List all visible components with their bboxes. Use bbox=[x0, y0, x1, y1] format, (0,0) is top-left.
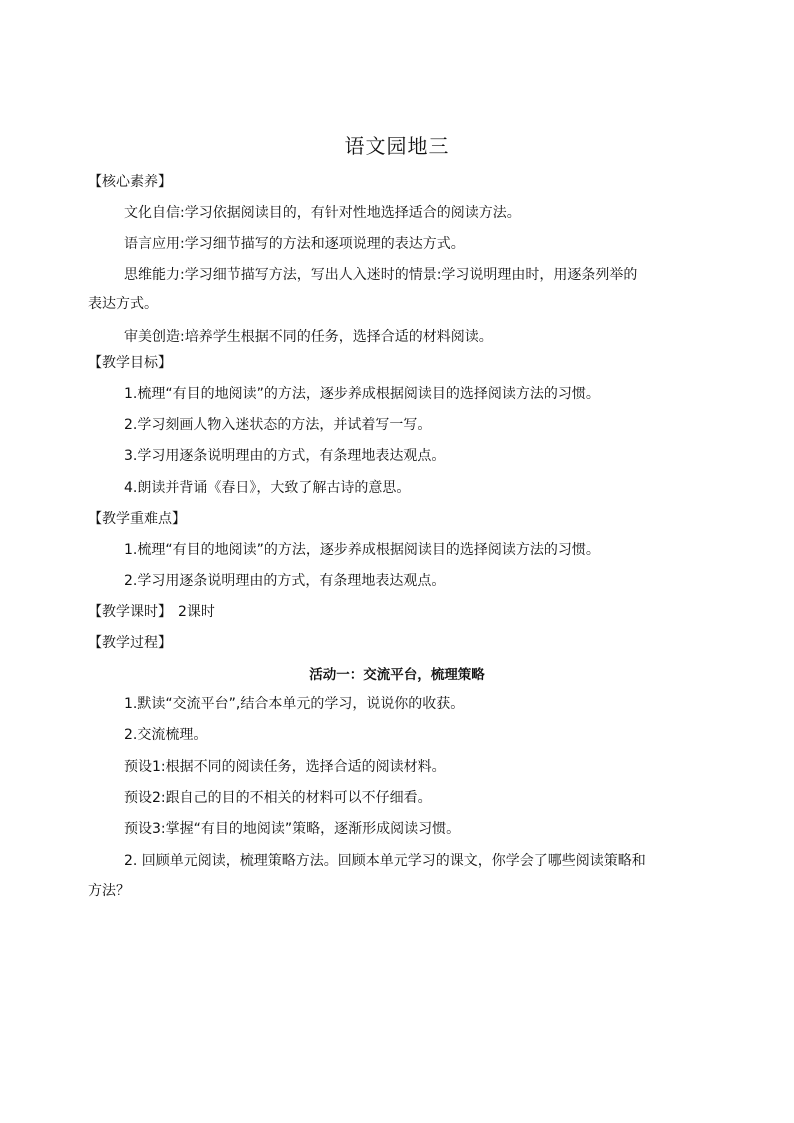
list-item: 1.梳理“有目的地阅读”的方法，逐步养成根据阅读目的选择阅读方法的习惯。 bbox=[124, 386, 600, 402]
section-heading-goals: 【教学目标】 bbox=[88, 355, 172, 371]
activity-title: 活动一：交流平台，梳理策略 bbox=[309, 667, 485, 683]
list-item: 预设1:根据不同的阅读任务，选择合适的阅读材料。 bbox=[124, 759, 446, 775]
hours-label: 【教学课时】 bbox=[88, 604, 172, 620]
list-item: 1.默读“交流平台”,结合本单元的学习，说说你的收获。 bbox=[124, 696, 465, 712]
list-item: 预设3:掌握“有目的地阅读”策略，逐渐形成阅读习惯。 bbox=[124, 821, 461, 837]
hours-value: 2课时 bbox=[178, 604, 215, 620]
paragraph: 语言应用:学习细节描写的方法和逐项说理的表达方式。 bbox=[124, 236, 465, 252]
list-item: 4.朗读并背诵《春日》，大致了解古诗的意思。 bbox=[124, 480, 411, 496]
section-heading-core: 【核心素养】 bbox=[88, 174, 172, 190]
section-heading-process: 【教学过程】 bbox=[88, 635, 172, 651]
list-item: 2. 回顾单元阅读，梳理策略方法。回顾本单元学习的课文，你学会了哪些阅读策略和 bbox=[124, 853, 646, 869]
paragraph: 思维能力:学习细节描写方法，写出人入迷时的情景:学习说明理由时，用逐条列举的 bbox=[124, 267, 638, 283]
paragraph: 审美创造:培养学生根据不同的任务，选择合适的材料阅读。 bbox=[124, 329, 493, 345]
paragraph-continuation: 方法？ bbox=[88, 883, 130, 899]
section-heading-hours bbox=[88, 602, 215, 622]
list-item: 2.学习用逐条说明理由的方式，有条理地表达观点。 bbox=[124, 573, 446, 589]
paragraph-continuation: 表达方式。 bbox=[88, 296, 158, 312]
list-item: 2.学习刻画人物入迷状态的方法，并试着写一写。 bbox=[124, 417, 432, 433]
list-item: 预设2:跟自己的目的不相关的材料可以不仔细看。 bbox=[124, 790, 432, 806]
page-title: 语文园地三 bbox=[344, 134, 450, 158]
list-item: 1.梳理“有目的地阅读”的方法，逐步养成根据阅读目的选择阅读方法的习惯。 bbox=[124, 542, 600, 558]
section-heading-key-points: 【教学重难点】 bbox=[88, 511, 186, 527]
paragraph: 文化自信:学习依据阅读目的，有针对性地选择适合的阅读方法。 bbox=[124, 205, 521, 221]
list-item: 2.交流梳理。 bbox=[124, 727, 208, 743]
list-item: 3.学习用逐条说明理由的方式，有条理地表达观点。 bbox=[124, 448, 446, 464]
